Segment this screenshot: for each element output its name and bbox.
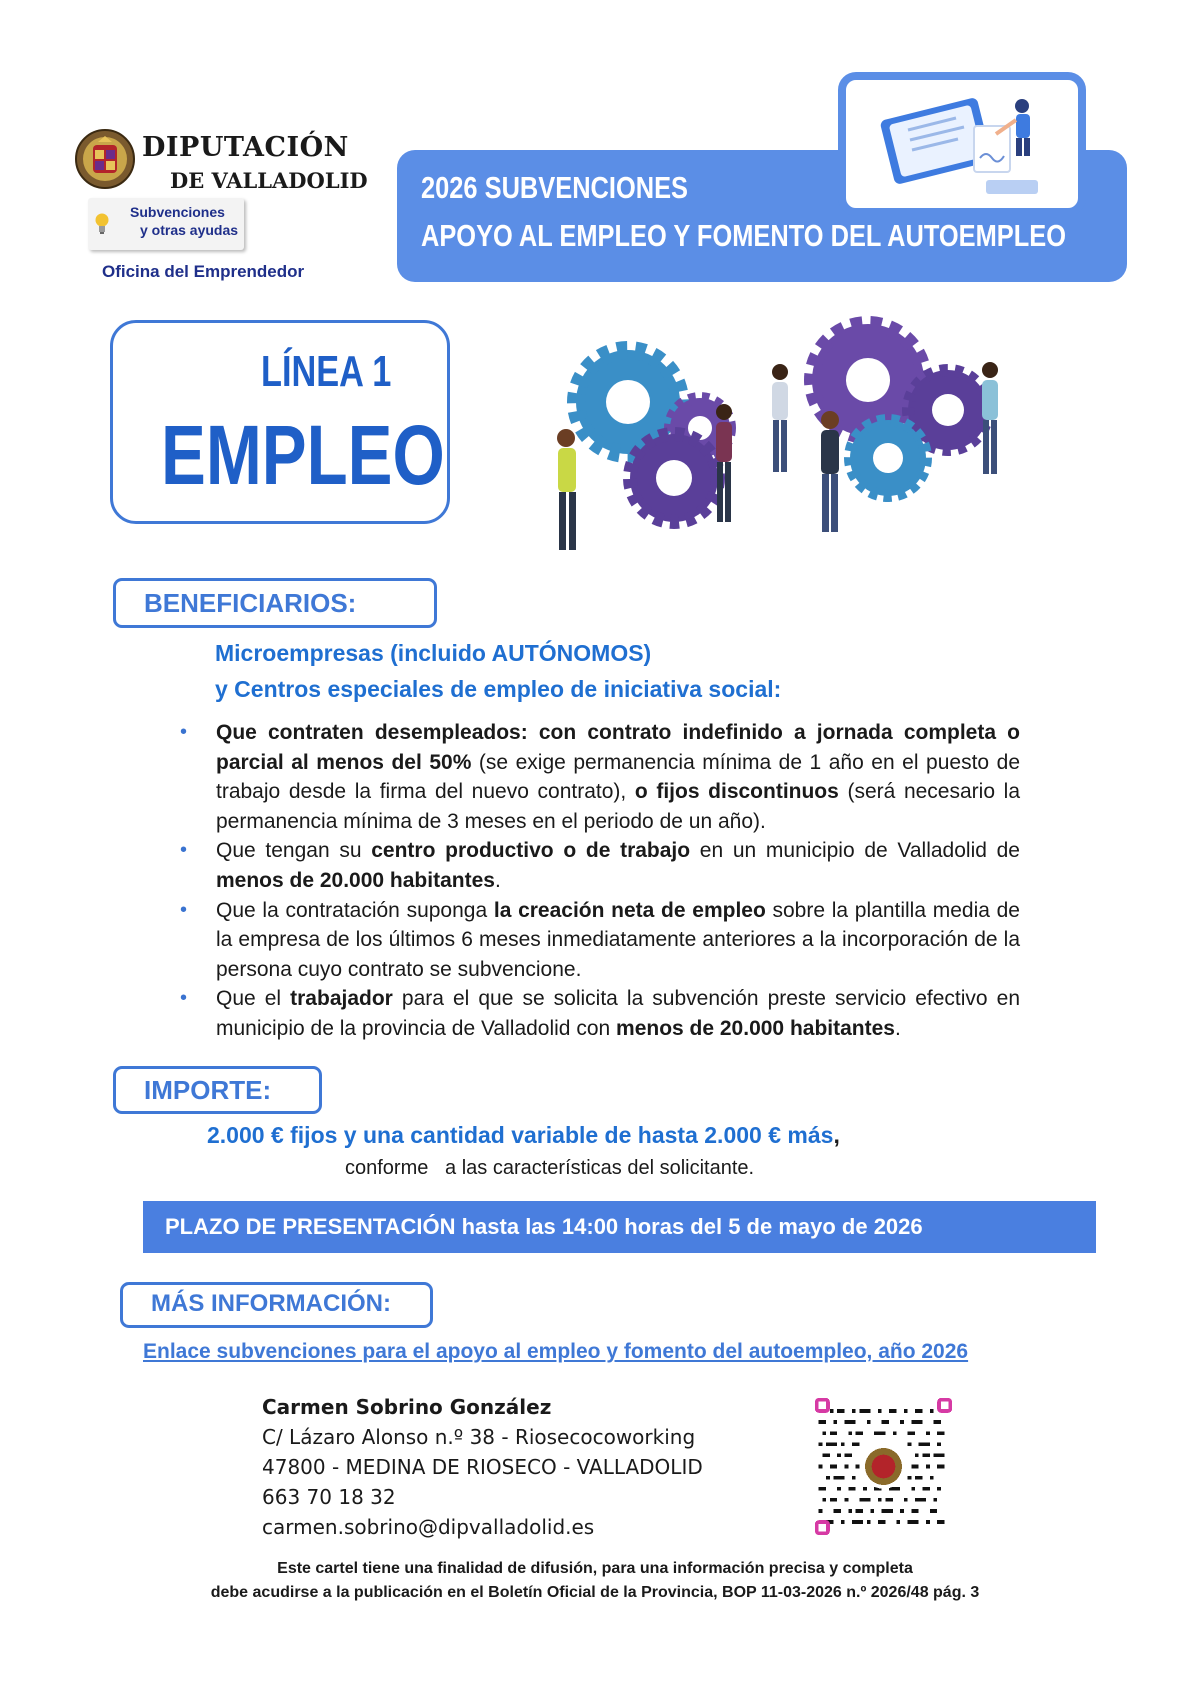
beneficiaries-intro-line2: y Centros especiales de empleo de iniciativa social:	[215, 676, 782, 702]
gear-icon	[850, 420, 926, 496]
amount-suffix: ,	[833, 1122, 840, 1148]
list-item	[168, 984, 1020, 1043]
section-label-mas-informacion	[120, 1282, 433, 1328]
requirement-text: (se exige permanencia mínima de 1 año en el puesto de trabajo desde la firma del nuevo contrato),	[216, 750, 1020, 804]
person-icon	[982, 362, 998, 474]
contact-phone: 663 70 18 32	[262, 1485, 396, 1509]
organization-logo	[74, 128, 368, 288]
disclaimer-line1: Este cartel tiene una finalidad de difusión, para una información precisa y completa	[277, 1560, 913, 1577]
banner-title-line1: 2026 SUBVENCIONES	[421, 170, 689, 205]
coat-of-arms-icon	[74, 128, 136, 190]
office-name: Oficina del Emprendedor	[102, 262, 305, 281]
lightbulb-icon	[94, 212, 110, 236]
list-item	[168, 836, 1020, 895]
requirement-text: Que la contratación suponga	[216, 898, 494, 922]
document-signing-illustration	[838, 72, 1086, 216]
deadline-text: PLAZO DE PRESENTACIÓN hasta las 14:00 horas del 5 de mayo de 2026	[165, 1214, 923, 1239]
amount-text	[207, 1122, 840, 1149]
requirement-text: Que el	[216, 987, 291, 1011]
contact-email[interactable]: carmen.sobrino@dipvalladolid.es	[262, 1515, 595, 1539]
requirements-list	[168, 718, 1020, 1044]
requirement-text: la creación neta de empleo	[493, 898, 766, 922]
contact-address: C/ Lázaro Alonso n.º 38 - Riosecocoworking	[262, 1425, 696, 1449]
subvenciones-badge	[88, 198, 244, 250]
section-label-text: BENEFICIARIOS:	[144, 588, 357, 618]
banner-title-line2: APOYO AL EMPLEO Y FOMENTO DEL AUTOEMPLEO	[421, 218, 1067, 253]
contact-city: 47800 - MEDINA DE RIOSECO - VALLADOLID	[262, 1455, 703, 1479]
requirement-text: para el que se solicita la subvención preste servicio efectivo en municipio de la provincia de Valladolid con	[216, 987, 1020, 1040]
organization-name-line2: DE VALLADOLID	[170, 168, 368, 193]
section-label-text: IMPORTE:	[144, 1075, 272, 1105]
phone-document-icon	[846, 80, 1078, 208]
subbrand-line2: y otras ayudas	[140, 222, 239, 238]
requirement-text: .	[894, 1016, 901, 1040]
deadline-bar	[143, 1201, 1096, 1253]
amount-detail: conforme a las características del solicitante.	[345, 1157, 755, 1179]
requirement-text: sobre la plantilla media de la empresa de los últimos 6 meses inmediatamente anteriores a la incorporación de la persona cuyo contrato se subvencione.	[216, 898, 1020, 981]
requirement-text: .	[494, 868, 501, 892]
person-icon	[557, 429, 576, 550]
gear-icon	[630, 434, 718, 522]
requirement-text: Que tengan su	[216, 839, 372, 863]
requirement-text: o fijos discontinuos	[634, 780, 839, 804]
requirement-text: centro productivo o de trabajo	[371, 839, 691, 863]
line-card	[110, 320, 450, 524]
requirement-text: menos de 20.000 habitantes	[616, 1016, 895, 1040]
requirement-text: trabajador	[290, 987, 393, 1011]
line-name: EMPLEO	[161, 408, 445, 502]
subsidies-info-link[interactable]: Enlace subvenciones para el apoyo al empleo y fomento del autoempleo, año 2026	[143, 1340, 969, 1363]
section-label-text: MÁS INFORMACIÓN:	[151, 1290, 391, 1317]
section-label-beneficiarios	[113, 578, 437, 628]
person-icon	[772, 364, 788, 472]
requirement-text: Que contraten desempleados: con contrato indefinido a jornada completa o parcial al menos del 50%	[216, 721, 1020, 774]
requirement-text: menos de 20.000 habitantes	[216, 868, 495, 892]
line-number: LÍNEA 1	[261, 347, 392, 396]
contact-block	[262, 1392, 703, 1542]
contact-name: Carmen Sobrino González	[262, 1395, 552, 1419]
beneficiaries-intro-line1: Microempresas (incluido AUTÓNOMOS)	[215, 640, 652, 666]
section-label-importe	[113, 1066, 322, 1114]
requirement-text: (será necesario la permanencia mínima de 3 meses en el periodo de un año).	[216, 780, 1020, 833]
subbrand-line1: Subvenciones	[130, 204, 225, 220]
qr-code-icon[interactable]	[815, 1398, 952, 1535]
requirement-text: en un municipio de Valladolid de	[690, 839, 1020, 863]
organization-name-line1: DIPUTACIÓN	[142, 132, 349, 163]
gears-teamwork-illustration	[528, 310, 1018, 570]
disclaimer-line2: debe acudirse a la publicación en el Boletín Oficial de la Provincia, BOP 11-03-2026 n.º 2026/48 pág. 3	[210, 1584, 980, 1601]
amount-value: 2.000 € fijos y una cantidad variable de hasta 2.000 € más	[207, 1122, 834, 1148]
list-item	[168, 718, 1020, 836]
list-item	[168, 896, 1020, 985]
